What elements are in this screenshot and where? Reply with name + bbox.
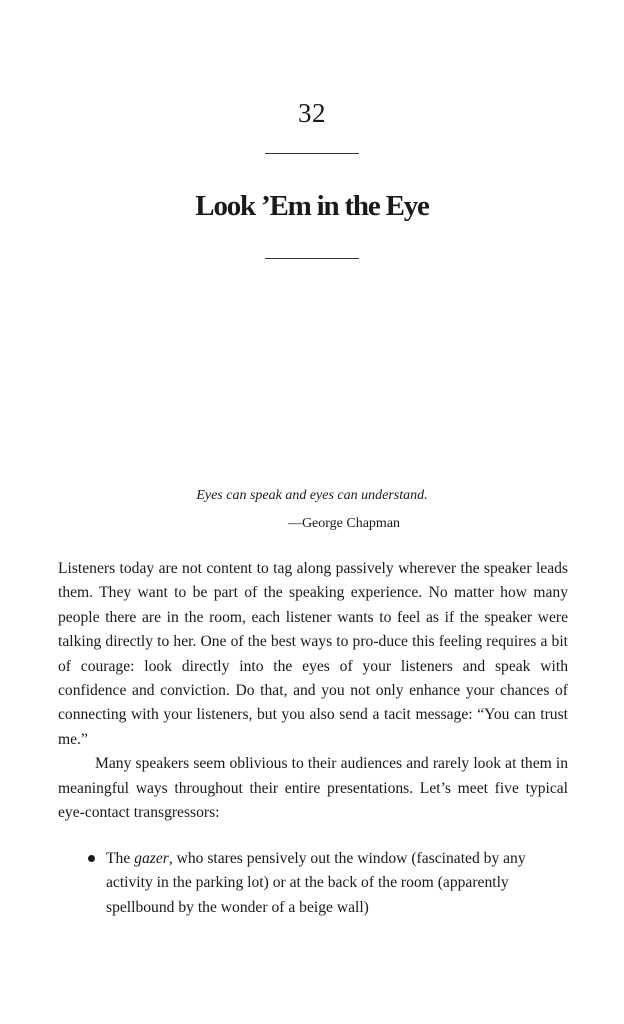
paragraph-2: Many speakers seem oblivious to their audiences and rarely look at them in meaningful ways throughout their entire presentations. Let’s meet five typical eye-contact transgressors: xyxy=(58,755,568,822)
bullet-rest: , who stares pensively out the window (fascinated by any activity in the parking lot) or at the back of the room (apparently spellbound by the wonder of a beige wall) xyxy=(106,850,526,916)
chapter-title: Look ’Em in the Eye xyxy=(195,190,429,222)
body-text xyxy=(58,557,568,825)
title-rule-bottom xyxy=(265,258,359,259)
transgressor-list xyxy=(58,847,568,920)
bullet-lead: The xyxy=(106,850,135,867)
epigraph xyxy=(0,487,624,533)
epigraph-quote: Eyes can speak and eyes can understand. xyxy=(196,488,428,503)
paragraph-1: Listeners today are not content to tag along passively wherever the speaker leads them. They want to be part of the speaking experience. No matter how many people there are in the room, each listener wants to feel as if the speaker were talking directly to her. One of the best ways to pro-duce this feeling requires a bit of courage: look directly into the eyes of your listeners and speak with confidence and conviction. Do that, and you not only enhance your chances of connecting with your listeners, but you also send a tacit message: “You can trust me.” xyxy=(58,560,568,748)
title-rule-top xyxy=(265,153,359,154)
bullet-icon xyxy=(88,855,95,862)
list-item xyxy=(58,847,568,920)
chapter-number: 32 xyxy=(298,98,326,128)
bullet-term: gazer xyxy=(134,850,169,867)
epigraph-author: —George Chapman xyxy=(287,516,401,531)
